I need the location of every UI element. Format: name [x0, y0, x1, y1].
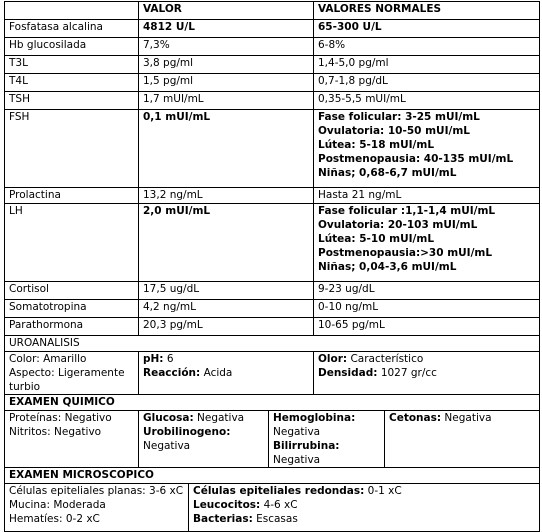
leucocitos-label: Leucocitos: — [193, 499, 261, 511]
glucosa-label: Glucosa: — [143, 412, 194, 424]
olor-value: Característico — [347, 353, 424, 365]
mucina: Mucina: Moderada — [9, 499, 106, 511]
test-value: 1,7 mUI/mL — [139, 92, 314, 110]
uro-olor-cell — [314, 352, 540, 395]
quimico-cell-3 — [269, 411, 385, 468]
test-name: FSH — [5, 110, 139, 188]
proteinas-value: Negativo — [61, 412, 112, 424]
test-name: TSH — [5, 92, 139, 110]
quimico-cell-4 — [385, 411, 540, 468]
table-row — [5, 92, 540, 110]
table-row-fsh — [5, 110, 540, 188]
olor-label: Olor: — [318, 353, 348, 365]
celulas-planas: Células epiteliales planas: 3-6 xC — [9, 485, 184, 497]
test-name: T3L — [5, 56, 139, 74]
table-row — [5, 20, 540, 38]
test-name: Parathormona — [5, 318, 139, 336]
densidad-label: Densidad: — [318, 367, 378, 379]
nitritos-label: Nitritos: — [9, 426, 51, 438]
table-row — [5, 318, 540, 336]
test-normal: 0,7-1,8 pg/dL — [314, 74, 540, 92]
table-row — [5, 38, 540, 56]
color-label: Color: — [9, 353, 40, 365]
range-line: Fase folicular :1,1-1,4 mUI/mL — [318, 205, 496, 217]
bacterias-label: Bacterias: — [193, 513, 253, 525]
header-row — [5, 2, 540, 20]
test-value: 4,2 ng/mL — [139, 300, 314, 318]
micro-title-row — [5, 468, 540, 484]
header-col-normal: VALORES NORMALES — [314, 2, 540, 20]
test-value: 17,5 ug/dL — [139, 282, 314, 300]
section-title: EXAMEN QUIMICO — [5, 395, 540, 411]
bilirrubina-label: Bilirrubina: — [273, 440, 340, 452]
test-value: 0,1 mUI/mL — [139, 110, 314, 188]
quimico-title-row — [5, 395, 540, 411]
quimico-row — [5, 411, 540, 468]
densidad-value: 1027 gr/cc — [377, 367, 437, 379]
test-normal: 0,35-5,5 mUI/mL — [314, 92, 540, 110]
ph-label: pH: — [143, 353, 164, 365]
lab-results-table — [4, 1, 540, 532]
reaccion-value: Acida — [200, 367, 233, 379]
range-line: Lútea: 5-18 mUI/mL — [318, 139, 435, 151]
test-value: 7,3% — [139, 38, 314, 56]
aspecto-value: Ligeramente turbio — [9, 367, 125, 393]
test-name: Prolactina — [5, 188, 139, 204]
hematies: Hematíes: 0-2 xC — [9, 513, 100, 525]
hemoglobina-value: Negativa — [273, 426, 321, 438]
proteinas-label: Proteínas: — [9, 412, 62, 424]
range-line: Postmenopausia:>30 mUI/mL — [318, 247, 493, 259]
header-col-test — [5, 2, 139, 20]
table-row — [5, 74, 540, 92]
urobilinogeno-label: Urobilinogeno: — [143, 426, 231, 438]
table-row — [5, 300, 540, 318]
table-row — [5, 282, 540, 300]
test-value: 1,5 pg/ml — [139, 74, 314, 92]
section-title: EXAMEN MICROSCOPICO — [5, 468, 540, 484]
test-normal: 9-23 ug/dL — [314, 282, 540, 300]
micro-cell-1 — [5, 484, 189, 532]
range-line: Fase folicular: 3-25 mUI/mL — [318, 111, 480, 123]
test-name: Somatotropina — [5, 300, 139, 318]
bilirrubina-value: Negativa — [273, 454, 321, 466]
test-normal: 1,4-5,0 pg/ml — [314, 56, 540, 74]
leucocitos-value: 4-6 xC — [260, 499, 298, 511]
color-value: Amarillo — [39, 353, 87, 365]
test-name: Fosfatasa alcalina — [5, 20, 139, 38]
test-name: LH — [5, 204, 139, 282]
test-value: 20,3 pg/mL — [139, 318, 314, 336]
test-name: Hb glucosilada — [5, 38, 139, 56]
test-value: 2,0 mUI/mL — [139, 204, 314, 282]
aspecto-label: Aspecto: — [9, 367, 55, 379]
test-name: T4L — [5, 74, 139, 92]
test-normal-ranges — [314, 204, 540, 282]
table-row — [5, 56, 540, 74]
celulas-redondas-value: 0-1 xC — [364, 485, 402, 497]
range-line: Lútea: 5-10 mUI/mL — [318, 233, 435, 245]
test-normal: 6-8% — [314, 38, 540, 56]
reaccion-label: Reacción: — [143, 367, 201, 379]
table-row-lh — [5, 204, 540, 282]
uro-physical-cell — [5, 352, 139, 395]
bacterias-value: Escasas — [252, 513, 298, 525]
test-name: Cortisol — [5, 282, 139, 300]
quimico-cell-1 — [5, 411, 139, 468]
cetonas-value: Negativa — [441, 412, 492, 424]
table-row — [5, 188, 540, 204]
nitritos-value: Negativo — [50, 426, 102, 438]
uroanalisis-title-row — [5, 336, 540, 352]
test-value: 3,8 pg/ml — [139, 56, 314, 74]
range-line: Niñas; 0,68-6,7 mUI/mL — [318, 167, 457, 179]
celulas-redondas-label: Células epiteliales redondas: — [193, 485, 365, 497]
micro-cell-2 — [189, 484, 540, 532]
urobilinogeno-value: Negativa — [143, 440, 191, 452]
test-value: 13,2 ng/mL — [139, 188, 314, 204]
test-normal: 0-10 ng/mL — [314, 300, 540, 318]
test-normal: Hasta 21 ng/mL — [314, 188, 540, 204]
hemoglobina-label: Hemoglobina: — [273, 412, 356, 424]
ph-value: 6 — [163, 353, 174, 365]
test-normal: 65-300 U/L — [314, 20, 540, 38]
test-value: 4812 U/L — [139, 20, 314, 38]
test-normal-ranges — [314, 110, 540, 188]
cetonas-label: Cetonas: — [389, 412, 442, 424]
uroanalisis-row — [5, 352, 540, 395]
range-line: Postmenopausia: 40-135 mUI/mL — [318, 153, 514, 165]
quimico-cell-2 — [139, 411, 269, 468]
range-line: Niñas; 0,04-3,6 mUI/mL — [318, 261, 457, 273]
uro-ph-cell — [139, 352, 314, 395]
glucosa-value: Negativa — [193, 412, 245, 424]
range-line: Ovulatoria: 20-103 mUI/mL — [318, 219, 478, 231]
micro-row — [5, 484, 540, 532]
test-normal: 10-65 pg/mL — [314, 318, 540, 336]
range-line: Ovulatoria: 10-50 mUI/mL — [318, 125, 470, 137]
section-title: UROANALISIS — [5, 336, 540, 352]
header-col-value: VALOR — [139, 2, 314, 20]
